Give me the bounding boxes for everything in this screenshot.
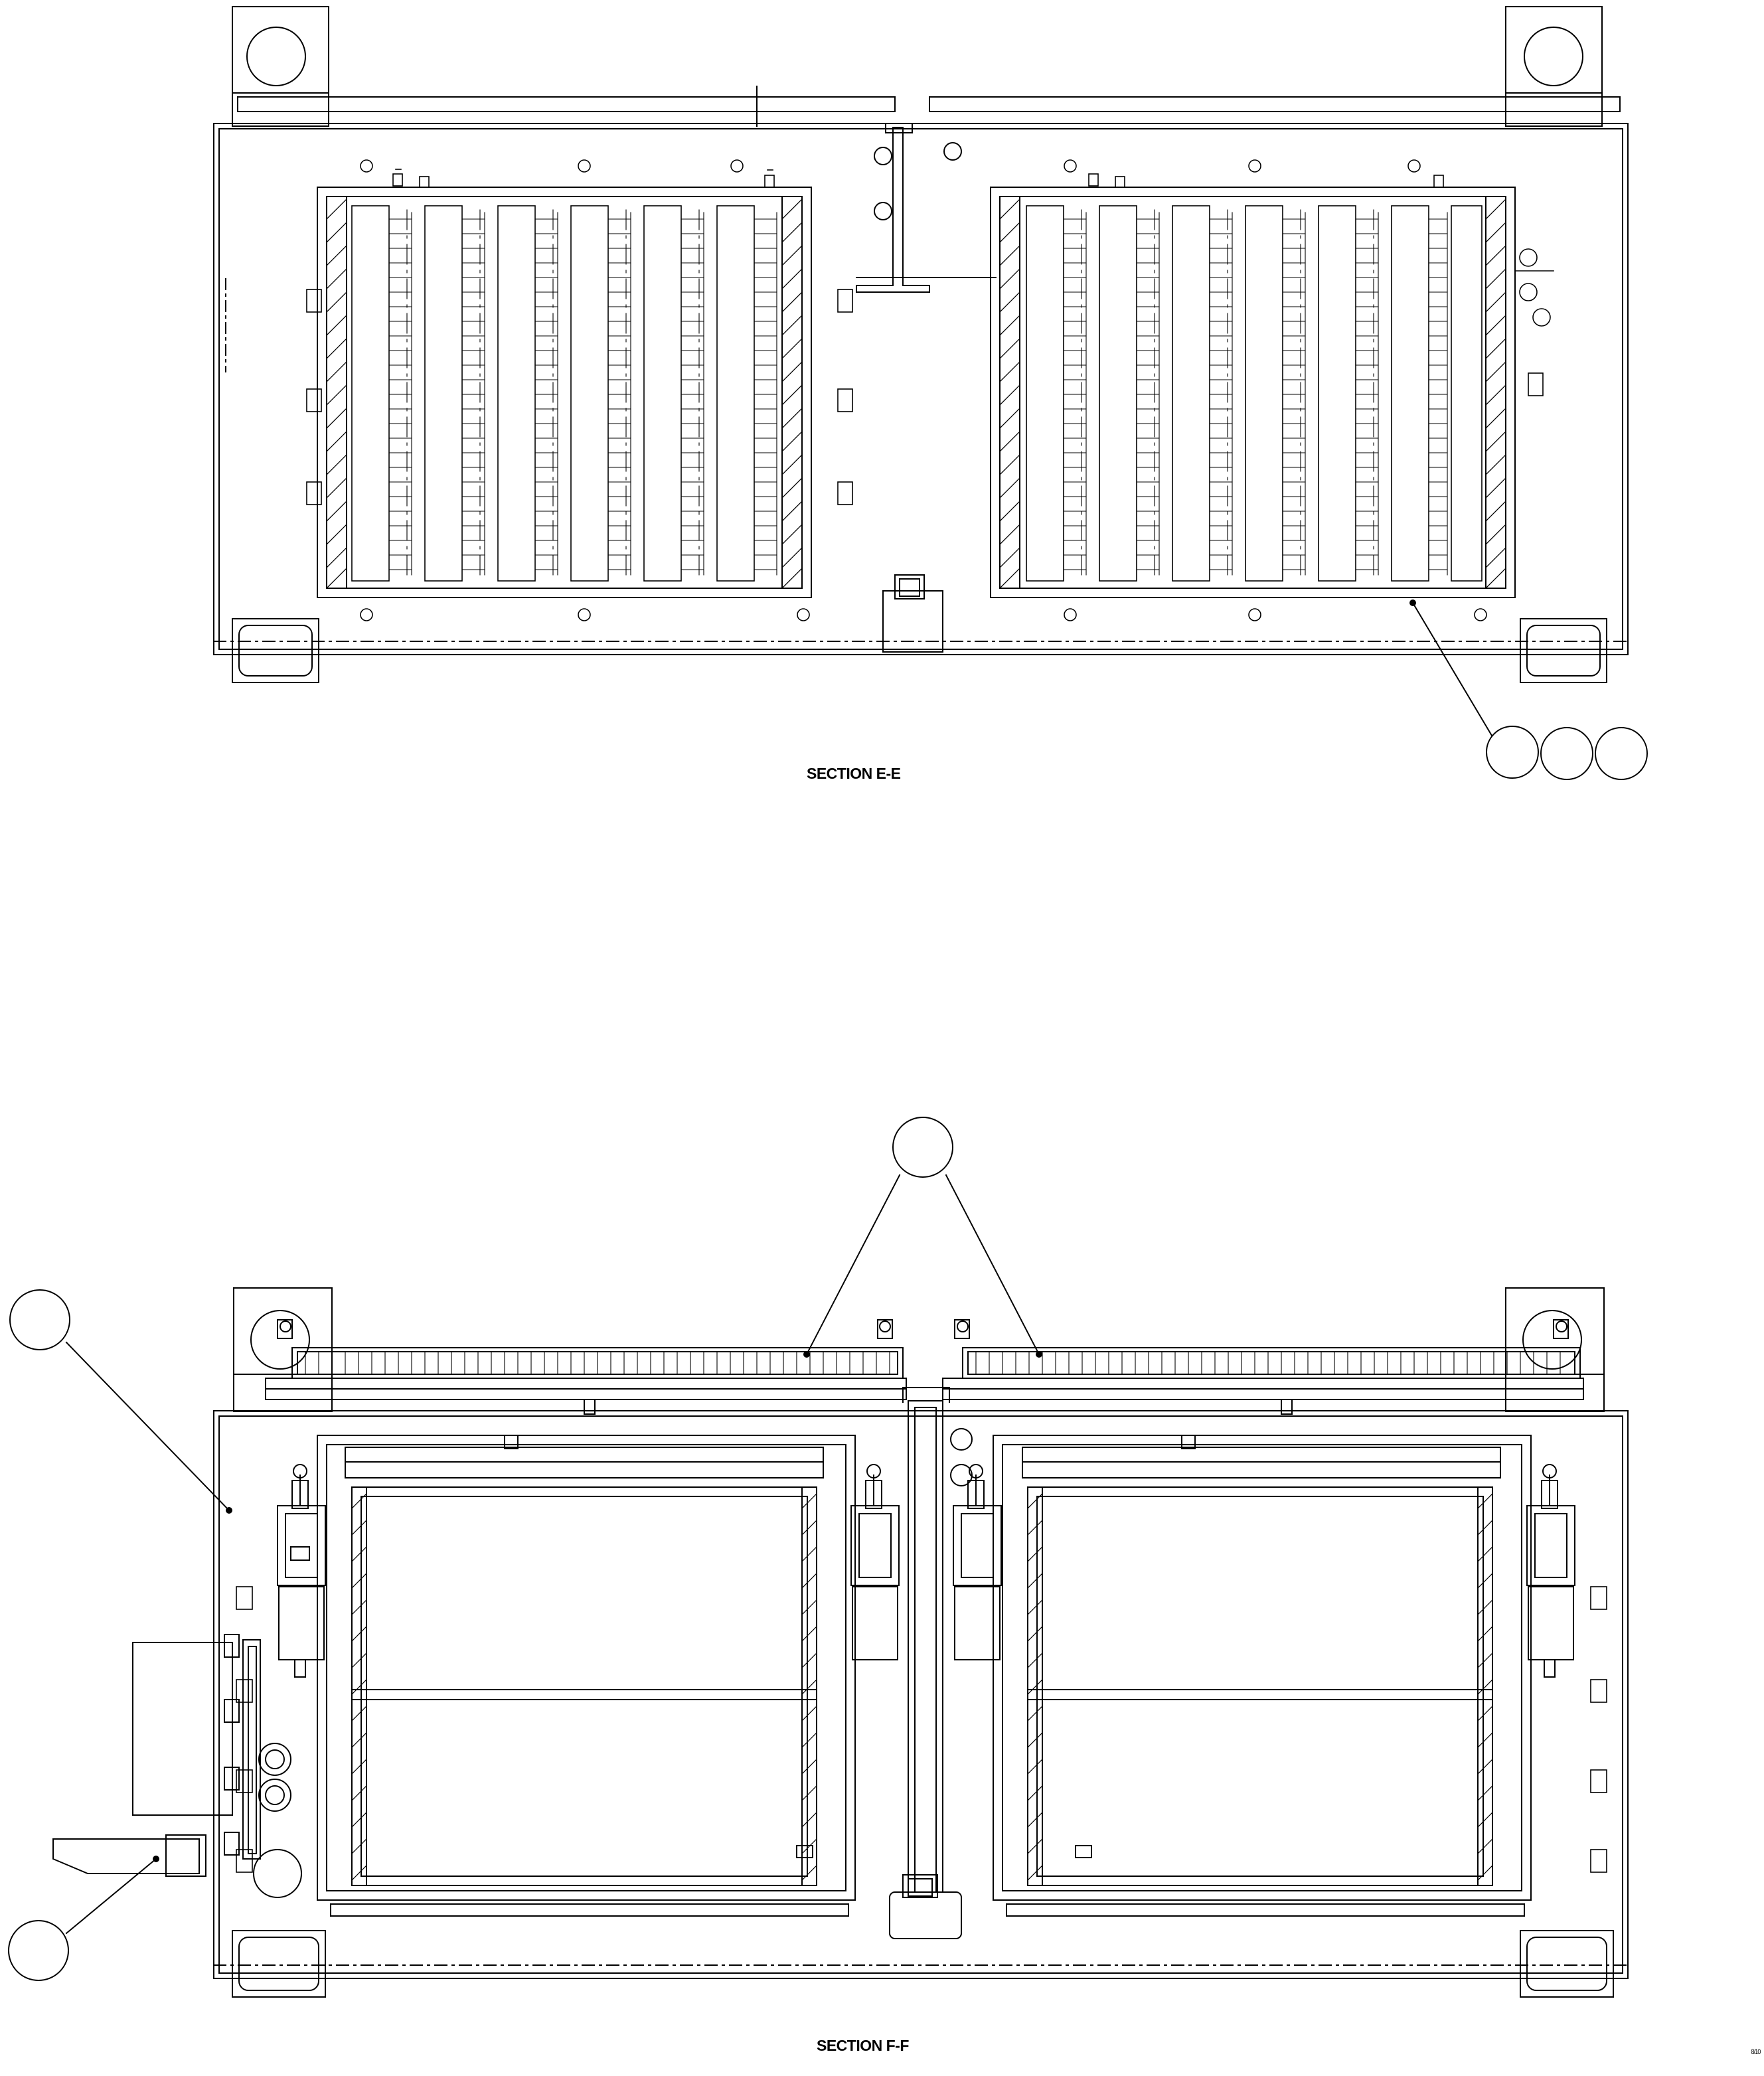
balloon-ee-1: [1486, 726, 1538, 778]
section-ff-view: [9, 1117, 1628, 1997]
ff-centre-mullion: [890, 1388, 972, 1939]
ff-bottom-left-bracket: [53, 1835, 206, 1876]
section-ee-view: [214, 7, 1647, 779]
ee-right-side-details: [1515, 249, 1554, 396]
balloon-ee-2: [1541, 728, 1593, 779]
ff-leader-left: [66, 1342, 232, 1513]
ee-balloon-group[interactable]: [1486, 726, 1647, 779]
ff-leader-top-pair: [804, 1175, 1042, 1357]
ff-left-actuator: [278, 1465, 325, 1677]
ff-left-bay: [236, 1435, 899, 1916]
ee-left-fasteners-bottom: [361, 609, 809, 621]
ff-top-louvre-right: [943, 1320, 1583, 1414]
ff-right-actuator: [1527, 1465, 1575, 1677]
balloon-ee-3: [1595, 728, 1647, 779]
ff-top-louvre-left: [266, 1320, 906, 1414]
ee-top-right-lug: [1506, 7, 1602, 126]
ff-bottom-left-foot: [232, 1931, 325, 1997]
ee-left-blade-stack: [352, 206, 777, 581]
ee-right-blade-stack: [1026, 206, 1482, 581]
ff-right-bay: [953, 1435, 1607, 1916]
ee-left-fasteners-top: [361, 160, 774, 187]
ee-centre-bottom-boss: [883, 575, 943, 652]
sheet-code-label: 8/10: [1751, 2048, 1760, 2056]
ff-bottom-right-foot: [1520, 1931, 1613, 1997]
ee-left-bay: [307, 160, 852, 621]
ff-left-bay-right-actuator: [851, 1465, 899, 1660]
balloon-ff-top[interactable]: [893, 1117, 953, 1177]
ee-right-fasteners-top: [1064, 160, 1443, 187]
ff-right-bay-left-actuator: [953, 1465, 1001, 1660]
ff-top-left-lug: [234, 1288, 332, 1411]
ff-top-right-lug: [1506, 1288, 1604, 1411]
ee-centre-mullion: [856, 123, 996, 292]
ee-top-left-lug: [232, 7, 329, 126]
ee-bottom-left-foot: [232, 619, 319, 682]
section-ee-caption: SECTION E-E: [807, 765, 901, 782]
balloon-ff-bottomleft[interactable]: [9, 1921, 68, 1980]
balloon-ff-left[interactable]: [10, 1290, 70, 1350]
ee-top-rails: [238, 86, 1620, 126]
ee-bottom-right-foot: [1520, 619, 1607, 682]
ee-right-bay: [991, 160, 1554, 621]
section-ff-caption: SECTION F-F: [817, 2037, 909, 2054]
ff-leader-bottom-left: [66, 1856, 159, 1933]
